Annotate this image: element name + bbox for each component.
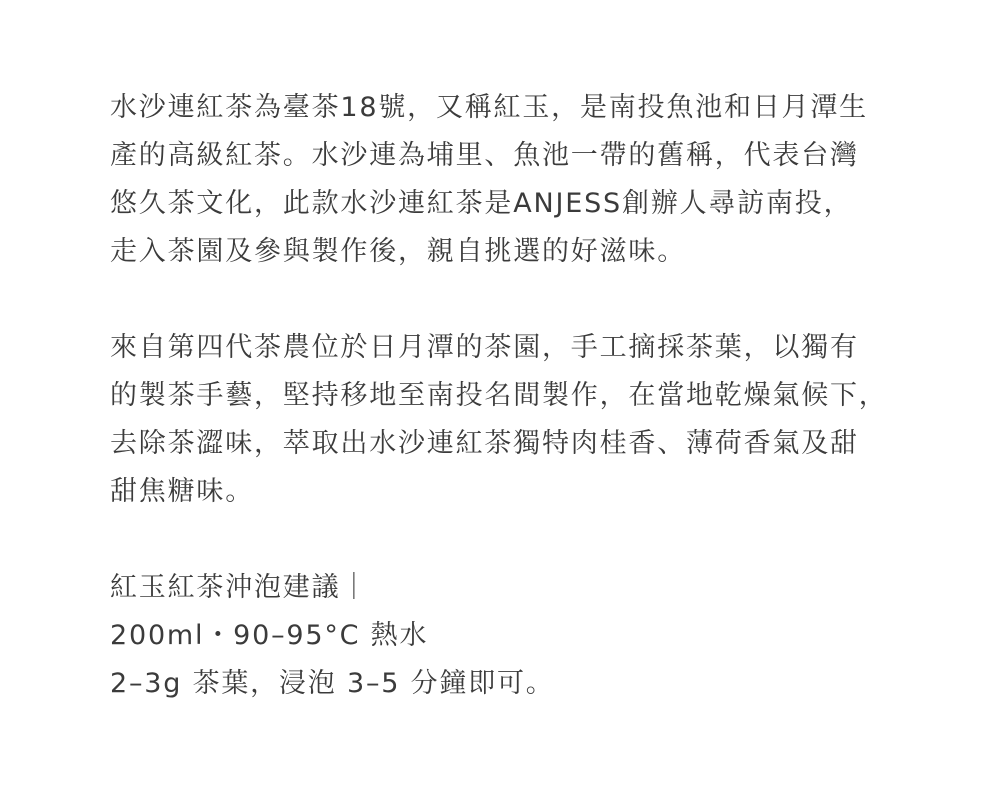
origin-line-4: 甜焦糖味。 (110, 476, 254, 507)
paragraph-spacer (110, 516, 1000, 564)
origin-line-2: 的製茶手藝，堅持移地至南投名間製作，在當地乾燥氣候下， (110, 380, 888, 411)
intro-line-3: 悠久茶文化，此款水沙連紅茶是ANJESS創辦人尋訪南投， (110, 188, 853, 219)
brewing-heading: 紅玉紅茶沖泡建議｜ (110, 572, 370, 603)
intro-line-4: 走入茶園及參與製作後，親自挑選的好滋味。 (110, 236, 686, 267)
intro-line-1: 水沙連紅茶為臺茶18號，又稱紅玉，是南投魚池和日月潭生 (110, 92, 868, 123)
origin-paragraph (110, 324, 1000, 516)
brewing-leaves: 2–3g 茶葉，浸泡 3–5 分鐘即可。 (110, 668, 555, 699)
brewing-suggestion (110, 564, 1000, 708)
paragraph-spacer (110, 276, 1000, 324)
intro-paragraph (110, 84, 1000, 276)
intro-line-2: 產的高級紅茶。水沙連為埔里、魚池一帶的舊稱，代表台灣 (110, 140, 859, 171)
origin-line-1: 來自第四代茶農位於日月潭的茶園，手工摘採茶葉，以獨有 (110, 332, 859, 363)
brewing-water: 200ml・90–95°C 熱水 (110, 620, 429, 651)
origin-line-3: 去除茶澀味，萃取出水沙連紅茶獨特肉桂香、薄荷香氣及甜 (110, 428, 859, 459)
